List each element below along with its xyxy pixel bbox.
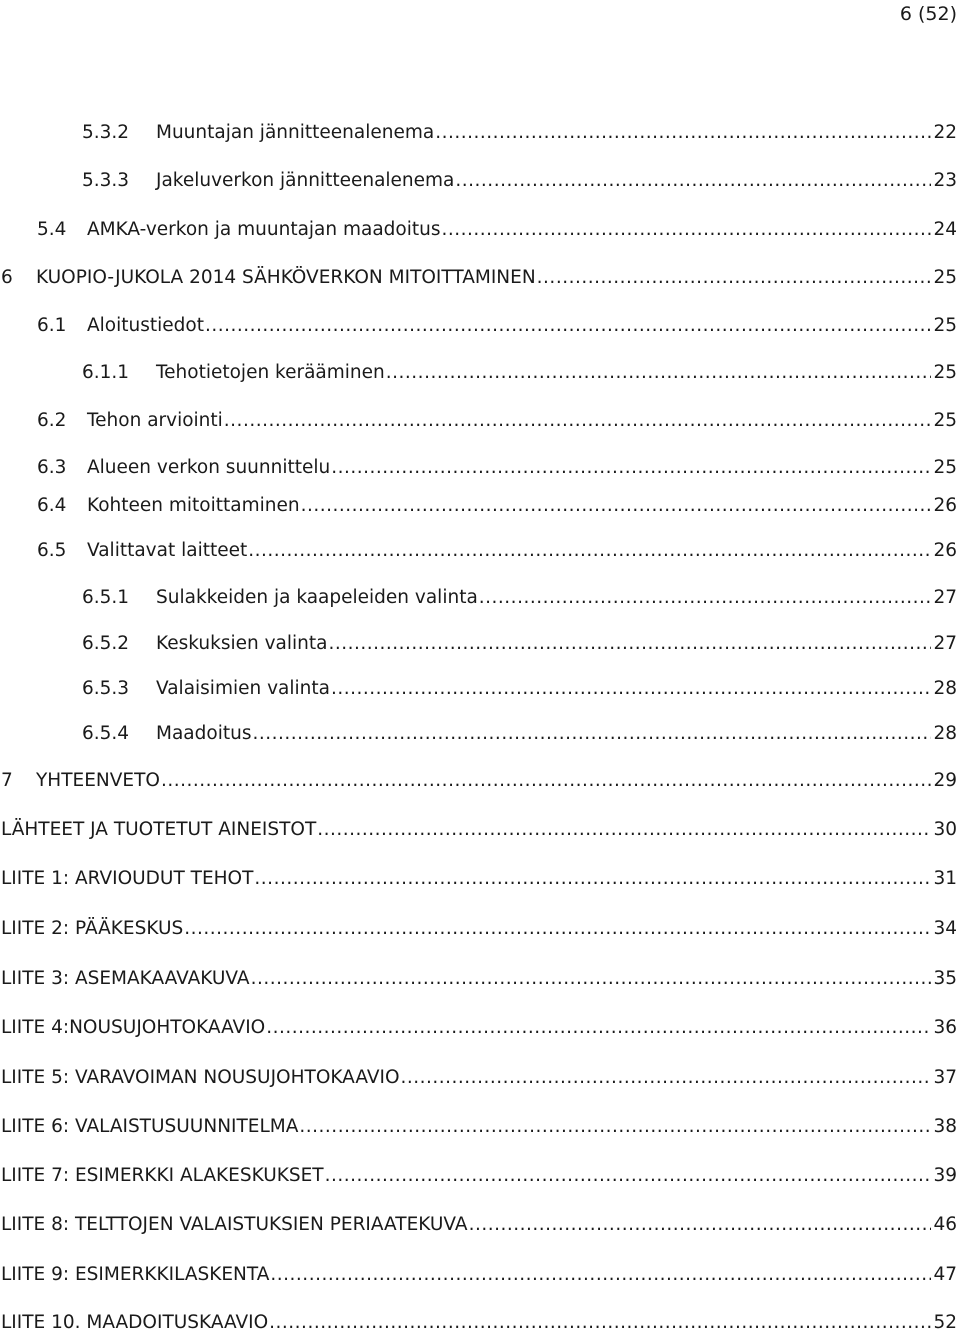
- dot-leader: [386, 360, 932, 386]
- dot-leader: [301, 493, 932, 519]
- toc-entry-title: LIITE 7: ESIMERKKI ALAKESKUKSET: [1, 1165, 324, 1186]
- toc-entry-6[interactable]: [1, 265, 957, 291]
- toc-entry-page: 25: [933, 362, 957, 383]
- toc-entry-title: Muuntajan jännitteenalenema: [156, 122, 435, 143]
- toc-entry-page: 29: [933, 770, 957, 791]
- toc-entry-page: 26: [933, 540, 957, 561]
- toc-entry-number: 6.4: [37, 495, 67, 516]
- toc-entry-page: 23: [933, 170, 957, 191]
- dot-leader: [266, 1015, 931, 1041]
- dot-leader: [469, 1212, 932, 1238]
- toc-entry-6-5[interactable]: [37, 538, 957, 564]
- toc-entry-title: LIITE 2: PÄÄKESKUS: [1, 918, 184, 939]
- dot-leader: [299, 1114, 931, 1140]
- dot-leader: [537, 265, 932, 291]
- toc-entry-title: LIITE 4:NOUSUJOHTOKAAVIO: [1, 1017, 266, 1038]
- toc-entry-page: 22: [933, 122, 957, 143]
- toc-entry-title: Jakeluverkon jännitteenalenema: [156, 170, 455, 191]
- dot-leader: [331, 676, 931, 702]
- toc-entry-number: 5.4: [37, 219, 67, 240]
- dot-leader: [269, 1310, 931, 1336]
- dot-leader: [479, 585, 932, 611]
- toc-entry-liite-6[interactable]: [1, 1114, 957, 1140]
- dot-leader: [251, 966, 932, 992]
- toc-entry-number: 6.3: [37, 457, 67, 478]
- toc-entry-title: Valittavat laitteet: [87, 540, 248, 561]
- toc-entry-title: Valaisimien valinta: [156, 678, 330, 699]
- toc-entry-page: 47: [933, 1264, 957, 1285]
- dot-leader: [224, 408, 932, 434]
- toc-entry-page: 37: [933, 1067, 957, 1088]
- toc-entry-6-1[interactable]: [37, 313, 957, 339]
- toc-entry-number: 6.5.1: [82, 587, 130, 608]
- toc-entry-page: 28: [933, 678, 957, 699]
- toc-entry-liite-2[interactable]: [1, 916, 957, 942]
- toc-entry-title: YHTEENVETO: [36, 770, 160, 791]
- dot-leader: [252, 721, 931, 747]
- toc-entry-number: 6.1: [37, 315, 67, 336]
- toc-entry-liite-4[interactable]: [1, 1015, 957, 1041]
- toc-entry-liite-9[interactable]: [1, 1262, 957, 1288]
- toc-entry-number: 6.5: [37, 540, 67, 561]
- toc-entry-page: 27: [933, 633, 957, 654]
- dot-leader: [184, 916, 931, 942]
- toc-entry-title: Tehotietojen kerääminen: [156, 362, 385, 383]
- toc-entry-title: LÄHTEET JA TUOTETUT AINEISTOT: [1, 819, 317, 840]
- toc-entry-number: 7: [1, 770, 13, 791]
- toc-entry-title: LIITE 3: ASEMAKAAVAKUVA: [1, 968, 250, 989]
- toc-entry-title: Kohteen mitoittaminen: [87, 495, 300, 516]
- toc-entry-page: 52: [933, 1312, 957, 1333]
- dot-leader: [254, 866, 931, 892]
- toc-entry-5-3-3[interactable]: [82, 168, 957, 194]
- toc-entry-title: LIITE 6: VALAISTUSUUNNITELMA: [1, 1116, 299, 1137]
- toc-entry-title: LIITE 9: ESIMERKKILASKENTA: [1, 1264, 270, 1285]
- toc-entry-number: 6.1.1: [82, 362, 130, 383]
- dot-leader: [205, 313, 931, 339]
- toc-entry-page: 46: [933, 1214, 957, 1235]
- toc-entry-title: AMKA-verkon ja muuntajan maadoitus: [87, 219, 441, 240]
- toc-entry-page: 27: [933, 587, 957, 608]
- toc-entry-7[interactable]: [1, 768, 957, 794]
- toc-entry-number: 6.5.3: [82, 678, 130, 699]
- toc-entry-title: Keskuksien valinta: [156, 633, 328, 654]
- toc-entry-page: 26: [933, 495, 957, 516]
- dot-leader: [455, 168, 931, 194]
- toc-entry-page: 31: [933, 868, 957, 889]
- toc-entry-page: 25: [933, 267, 957, 288]
- toc-entry-page: 24: [933, 219, 957, 240]
- toc-entry-liite-7[interactable]: [1, 1163, 957, 1189]
- toc-entry-page: 39: [933, 1165, 957, 1186]
- toc-entry-page: 30: [933, 819, 957, 840]
- toc-entry-6-2[interactable]: [37, 408, 957, 434]
- toc-entry-title: KUOPIO-JUKOLA 2014 SÄHKÖVERKON MITOITTAMINEN: [36, 267, 536, 288]
- toc-entry-6-3[interactable]: [37, 455, 957, 481]
- toc-entry-6-5-4[interactable]: [82, 721, 957, 747]
- toc-entry-lahteet[interactable]: [1, 817, 957, 843]
- toc-entry-6-5-2[interactable]: [82, 631, 957, 657]
- toc-entry-liite-5[interactable]: [1, 1065, 957, 1091]
- toc-entry-page: 25: [933, 410, 957, 431]
- toc-entry-5-4[interactable]: [37, 217, 957, 243]
- toc-entry-number: 5.3.3: [82, 170, 130, 191]
- toc-entry-page: 25: [933, 457, 957, 478]
- toc-entry-page: 35: [933, 968, 957, 989]
- dot-leader: [435, 120, 931, 146]
- toc-entry-number: 6.2: [37, 410, 67, 431]
- toc-entry-title: Aloitustiedot: [87, 315, 204, 336]
- toc-entry-page: 34: [933, 918, 957, 939]
- toc-entry-liite-1[interactable]: [1, 866, 957, 892]
- dot-leader: [270, 1262, 931, 1288]
- toc-entry-6-1-1[interactable]: [82, 360, 957, 386]
- toc-entry-liite-10[interactable]: [1, 1310, 957, 1336]
- dot-leader: [325, 1163, 932, 1189]
- toc-entry-page: 36: [933, 1017, 957, 1038]
- toc-entry-title: LIITE 1: ARVIOUDUT TEHOT: [1, 868, 254, 889]
- dot-leader: [161, 768, 932, 794]
- toc-entry-title: LIITE 10. MAADOITUSKAAVIO: [1, 1312, 269, 1333]
- toc-entry-title: LIITE 8: TELTTOJEN VALAISTUKSIEN PERIAATEKUVA: [1, 1214, 468, 1235]
- dot-leader: [248, 538, 931, 564]
- dot-leader: [442, 217, 932, 243]
- toc-entry-liite-8[interactable]: [1, 1212, 957, 1238]
- toc-entry-6-5-1[interactable]: [82, 585, 957, 611]
- dot-leader: [317, 817, 931, 843]
- toc-entry-number: 5.3.2: [82, 122, 130, 143]
- toc-entry-page: 25: [933, 315, 957, 336]
- toc-entry-6-5-3[interactable]: [82, 676, 957, 702]
- toc-entry-page: 38: [933, 1116, 957, 1137]
- toc-entry-number: 6.5.2: [82, 633, 130, 654]
- toc-entry-title: Maadoitus: [156, 723, 252, 744]
- toc-entry-title: Sulakkeiden ja kaapeleiden valinta: [156, 587, 478, 608]
- toc-entry-page: 28: [933, 723, 957, 744]
- toc-entry-number: 6: [1, 267, 13, 288]
- page-number: 6 (52): [899, 3, 957, 25]
- toc-entry-title: Alueen verkon suunnittelu: [87, 457, 331, 478]
- toc-entry-title: Tehon arviointi: [87, 410, 223, 431]
- toc-entry-title: LIITE 5: VARAVOIMAN NOUSUJOHTOKAAVIO: [1, 1067, 400, 1088]
- dot-leader: [331, 455, 931, 481]
- toc-entry-liite-3[interactable]: [1, 966, 957, 992]
- toc-entry-number: 6.5.4: [82, 723, 130, 744]
- toc-entry-5-3-2[interactable]: [82, 120, 957, 146]
- dot-leader: [401, 1065, 932, 1091]
- toc-entry-6-4[interactable]: [37, 493, 957, 519]
- dot-leader: [328, 631, 931, 657]
